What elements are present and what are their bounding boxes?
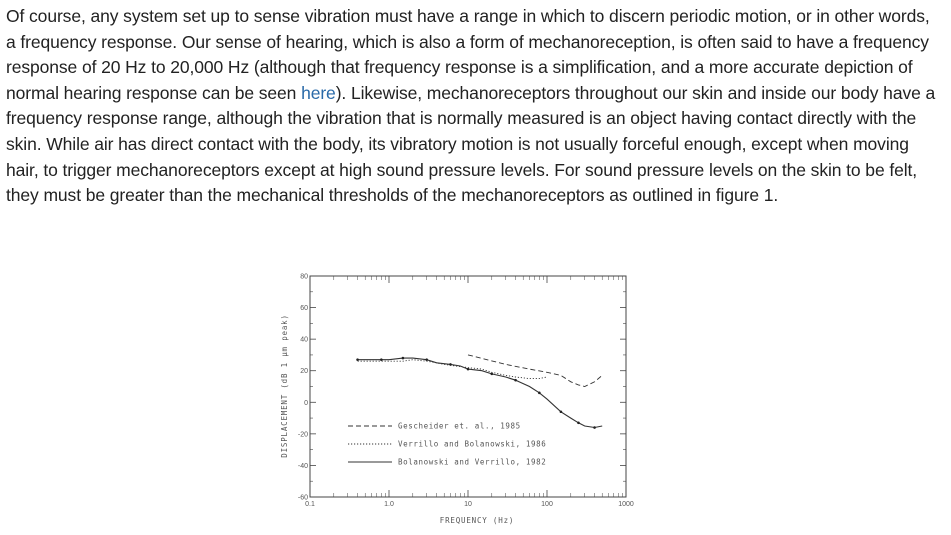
data-point bbox=[577, 422, 580, 425]
x-tick-label: 1000 bbox=[618, 501, 634, 508]
data-point bbox=[356, 358, 359, 361]
y-tick-label: 80 bbox=[300, 273, 308, 281]
data-point bbox=[538, 392, 541, 395]
data-point bbox=[402, 357, 405, 360]
data-point bbox=[449, 363, 452, 366]
series-layer bbox=[356, 355, 602, 429]
x-axis bbox=[305, 276, 634, 508]
x-axis-label: FREQUENCY (Hz) bbox=[439, 516, 515, 525]
x-tick-label: 100 bbox=[541, 501, 553, 508]
data-point bbox=[560, 410, 563, 413]
y-tick-label: 0 bbox=[304, 399, 308, 407]
here-link[interactable]: here bbox=[301, 82, 336, 103]
paragraph-text-start: Of course, any system set up to sense vibration must have a range in which to discern periodic motion, or in other words, a frequency response. Our sense of hearing, which is also a form of mechanoreception, is often said to have a frequency response of 20 Hz to 20,000 Hz (although that frequency response is a simplification, and a more accurate depiction of normal hearing response can be seen bbox=[6, 6, 930, 103]
series-line-1 bbox=[358, 360, 547, 379]
paragraph-text-end: ). Likewise, mechanoreceptors throughout our skin and inside our body have a frequency response range, although the vibration that is normally measured is an object having contact directly with the skin. While air has direct contact with the body, its vibratory motion is not usually forceful enough, except when moving hair, to trigger mechanoreceptors except at high sound pressure levels. For sound pressure levels on the skin to be felt, they must be greater than the mechanical thresholds of the mechanoreceptors as outlined in figure 1. bbox=[6, 82, 936, 206]
y-axis-label: DISPLACEMENT (dB 1 µm peak) bbox=[280, 314, 289, 458]
data-point bbox=[490, 373, 493, 376]
article-paragraph bbox=[6, 4, 936, 209]
y-axis bbox=[298, 274, 626, 502]
legend-label-0: Gescheider et. al., 1985 bbox=[398, 421, 521, 431]
y-tick-label: -60 bbox=[297, 494, 308, 502]
data-point bbox=[593, 426, 596, 429]
legend-label-2: Bolanowski and Verrillo, 1982 bbox=[398, 457, 547, 467]
y-tick-label: 60 bbox=[300, 305, 308, 313]
legend bbox=[348, 422, 546, 467]
data-point bbox=[514, 379, 517, 382]
y-tick-label: -40 bbox=[297, 462, 308, 470]
x-tick-label: 0.1 bbox=[305, 501, 315, 508]
y-tick-label: -20 bbox=[297, 431, 308, 439]
data-point bbox=[380, 358, 383, 361]
data-point bbox=[425, 358, 428, 361]
series-line-0 bbox=[468, 355, 602, 387]
x-tick-label: 1.0 bbox=[384, 501, 394, 508]
x-tick-label: 10 bbox=[464, 501, 472, 508]
figure-1 bbox=[272, 262, 650, 532]
data-point bbox=[467, 368, 470, 371]
y-tick-label: 20 bbox=[300, 368, 308, 376]
frequency-response-chart bbox=[272, 262, 650, 532]
y-tick-label: 40 bbox=[300, 336, 308, 344]
legend-label-1: Verrillo and Bolanowski, 1986 bbox=[398, 439, 547, 449]
